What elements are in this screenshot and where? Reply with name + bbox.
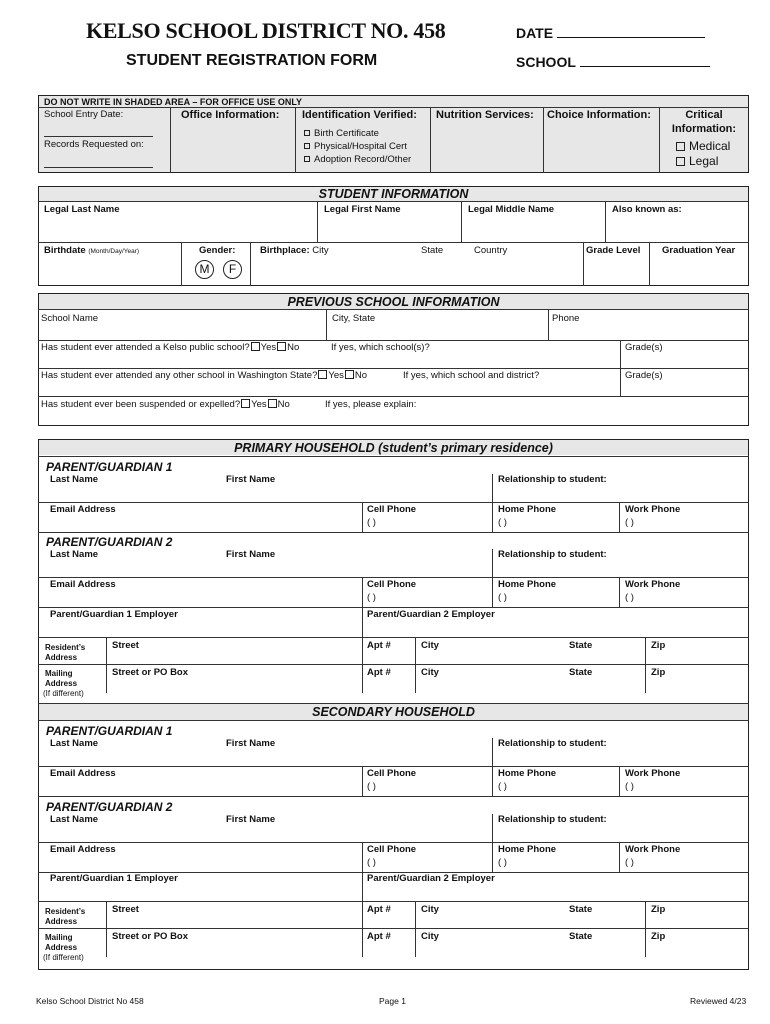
secondary-mailing-zip-field[interactable]: Zip: [651, 931, 666, 942]
primary-pg1-work-phone-parens: ( ): [625, 517, 634, 528]
no-checkbox[interactable]: [277, 342, 286, 351]
secondary-resident-city-field[interactable]: City: [421, 904, 439, 915]
no-checkbox[interactable]: [345, 370, 354, 379]
washington-grades-field[interactable]: Grade(s): [625, 370, 663, 381]
primary-resident-apt-field[interactable]: Apt #: [367, 640, 391, 651]
choice-information-label: Choice Information:: [547, 109, 651, 121]
school-field[interactable]: SCHOOL: [516, 54, 710, 70]
secondary-mailing-label-3: (If different): [43, 953, 84, 962]
school-entry-date-label: School Entry Date:: [44, 109, 124, 120]
secondary-mailing-label: Mailing: [45, 933, 73, 942]
primary-pg1-heading: PARENT/GUARDIAN 1: [46, 460, 173, 474]
office-information-label: Office Information:: [181, 109, 280, 121]
primary-mailing-street-field[interactable]: Street or PO Box: [112, 667, 189, 678]
previous-school-title: PREVIOUS SCHOOL INFORMATION: [287, 295, 500, 309]
office-banner: DO NOT WRITE IN SHADED AREA – FOR OFFICE USE ONLY: [44, 97, 303, 107]
legal-last-name-field[interactable]: Legal Last Name: [44, 204, 120, 215]
secondary-pg2-cell-phone-field[interactable]: Cell Phone: [367, 844, 417, 855]
records-requested-label: Records Requested on:: [44, 139, 144, 150]
secondary-residents-label: Resident’s: [45, 907, 86, 916]
form-title: KELSO SCHOOL DISTRICT NO. 458: [86, 18, 446, 43]
primary-pg2-home-phone-field[interactable]: Home Phone: [498, 579, 557, 590]
secondary-pg2-work-phone-parens: ( ): [625, 857, 634, 868]
primary-pg2-email-field[interactable]: Email Address: [50, 579, 116, 590]
checkbox-icon: [676, 157, 685, 166]
secondary-resident-zip-field[interactable]: Zip: [651, 904, 666, 915]
primary-mailing-label: Mailing: [45, 669, 73, 678]
previous-school-name-field[interactable]: School Name: [41, 313, 99, 324]
question-washington-attended: Has student ever attended any other school in Washington State? Yes No: [41, 370, 368, 381]
primary-mailing-state-field[interactable]: State: [569, 667, 593, 678]
primary-mailing-label-2: Address: [45, 679, 78, 688]
secondary-pg1-work-phone-parens: ( ): [625, 781, 634, 792]
primary-resident-zip-field[interactable]: Zip: [651, 640, 666, 651]
yes-checkbox[interactable]: [318, 370, 327, 379]
primary-pg1-cell-phone-field[interactable]: Cell Phone: [367, 504, 417, 515]
secondary-pg2-home-phone-parens: ( ): [498, 857, 507, 868]
secondary-mailing-apt-field[interactable]: Apt #: [367, 931, 391, 942]
critical-information-label-2: Information:: [671, 123, 737, 135]
previous-city-state-field[interactable]: City, State: [332, 313, 376, 324]
secondary-pg2-last-name-field[interactable]: Last Name: [50, 814, 99, 825]
primary-pg2-heading: PARENT/GUARDIAN 2: [46, 535, 173, 549]
primary-pg2-home-phone-parens: ( ): [498, 592, 507, 603]
primary-pg2-employer-field[interactable]: Parent/Guardian 2 Employer: [367, 609, 495, 620]
also-known-as-field[interactable]: Also known as:: [612, 204, 682, 215]
primary-pg2-relationship-field[interactable]: Relationship to student:: [498, 549, 607, 560]
secondary-pg1-email-field[interactable]: Email Address: [50, 768, 116, 779]
primary-pg1-email-field[interactable]: Email Address: [50, 504, 116, 515]
secondary-pg1-cell-phone-field[interactable]: Cell Phone: [367, 768, 417, 779]
legal-first-name-field[interactable]: Legal First Name: [324, 204, 401, 215]
secondary-pg1-relationship-field[interactable]: Relationship to student:: [498, 738, 607, 749]
secondary-pg1-home-phone-parens: ( ): [498, 781, 507, 792]
secondary-pg2-home-phone-field[interactable]: Home Phone: [498, 844, 557, 855]
primary-residents-label: Resident’s: [45, 643, 86, 652]
primary-pg1-employer-field[interactable]: Parent/Guardian 1 Employer: [50, 609, 178, 620]
legal-middle-name-field[interactable]: Legal Middle Name: [468, 204, 555, 215]
id-birth-certificate[interactable]: Birth Certificate: [304, 128, 379, 139]
gender-label: Gender:: [199, 245, 236, 256]
secondary-resident-apt-field[interactable]: Apt #: [367, 904, 391, 915]
secondary-residents-label-2: Address: [45, 917, 78, 926]
yes-checkbox[interactable]: [251, 342, 260, 351]
secondary-pg1-first-name-field[interactable]: First Name: [226, 738, 276, 749]
grade-level-field[interactable]: Grade Level: [586, 245, 641, 256]
secondary-mailing-label-2: Address: [45, 943, 78, 952]
suspended-explain-field[interactable]: If yes, please explain:: [325, 399, 417, 410]
checkbox-icon: [304, 156, 310, 162]
birthdate-field[interactable]: Birthdate (Month/Day/Year): [44, 245, 140, 256]
primary-pg2-cell-phone-parens: ( ): [367, 592, 376, 603]
primary-residents-label-2: Address: [45, 653, 78, 662]
primary-pg2-work-phone-field[interactable]: Work Phone: [625, 579, 681, 590]
secondary-pg1-home-phone-field[interactable]: Home Phone: [498, 768, 557, 779]
footer-page: Page 1: [379, 996, 406, 1006]
primary-mailing-zip-field[interactable]: Zip: [651, 667, 666, 678]
secondary-pg2-work-phone-field[interactable]: Work Phone: [625, 844, 681, 855]
primary-pg1-home-phone-parens: ( ): [498, 517, 507, 528]
footer-district: Kelso School District No 458: [36, 996, 144, 1006]
secondary-pg2-heading: PARENT/GUARDIAN 2: [46, 800, 173, 814]
secondary-pg2-cell-phone-parens: ( ): [367, 857, 376, 868]
secondary-pg2-relationship-field[interactable]: Relationship to student:: [498, 814, 607, 825]
secondary-pg2-employer-field[interactable]: Parent/Guardian 2 Employer: [367, 873, 495, 884]
critical-medical[interactable]: Medical: [676, 139, 730, 153]
secondary-resident-street-field[interactable]: Street: [112, 904, 139, 915]
form-subtitle: STUDENT REGISTRATION FORM: [126, 52, 378, 69]
question-suspended: Has student ever been suspended or expelled? Yes No: [41, 399, 290, 410]
no-checkbox[interactable]: [268, 399, 277, 408]
secondary-household-title: SECONDARY HOUSEHOLD: [312, 705, 475, 719]
secondary-resident-state-field[interactable]: State: [569, 904, 593, 915]
nutrition-services-label: Nutrition Services:: [436, 109, 534, 121]
kelso-grades-field[interactable]: Grade(s): [625, 342, 663, 353]
primary-pg2-last-name-field[interactable]: Last Name: [50, 549, 99, 560]
primary-resident-street-field[interactable]: Street: [112, 640, 139, 651]
primary-resident-state-field[interactable]: State: [569, 640, 593, 651]
primary-pg1-home-phone-field[interactable]: Home Phone: [498, 504, 557, 515]
secondary-pg1-work-phone-field[interactable]: Work Phone: [625, 768, 681, 779]
question-kelso-attended: Has student ever attended a Kelso public school? Yes No: [41, 342, 300, 353]
footer-reviewed: Reviewed 4/23: [690, 996, 747, 1006]
secondary-pg2-email-field[interactable]: Email Address: [50, 844, 116, 855]
checkbox-icon: [304, 143, 310, 149]
secondary-mailing-city-field[interactable]: City: [421, 931, 439, 942]
secondary-pg2-first-name-field[interactable]: First Name: [226, 814, 276, 825]
yes-checkbox[interactable]: [241, 399, 250, 408]
primary-mailing-city-field[interactable]: City: [421, 667, 439, 678]
critical-legal[interactable]: Legal: [676, 154, 718, 168]
secondary-mailing-street-field[interactable]: Street or PO Box: [112, 931, 189, 942]
gender-m-option[interactable]: M: [195, 260, 214, 279]
checkbox-icon: [304, 130, 310, 136]
secondary-pg1-heading: PARENT/GUARDIAN 1: [46, 724, 173, 738]
primary-pg1-work-phone-field[interactable]: Work Phone: [625, 504, 681, 515]
id-physical-hospital[interactable]: Physical/Hospital Cert: [304, 141, 407, 152]
critical-information-label-1: Critical: [685, 109, 723, 121]
graduation-year-field[interactable]: Graduation Year: [662, 245, 736, 256]
primary-pg1-first-name-field[interactable]: First Name: [226, 474, 276, 485]
primary-pg2-cell-phone-field[interactable]: Cell Phone: [367, 579, 417, 590]
checkbox-icon: [676, 142, 685, 151]
id-adoption-record[interactable]: Adoption Record/Other: [304, 154, 411, 165]
gender-f-option[interactable]: F: [223, 260, 242, 279]
washington-school-followup[interactable]: If yes, which school and district?: [403, 370, 540, 381]
primary-pg2-first-name-field[interactable]: First Name: [226, 549, 276, 560]
date-field[interactable]: DATE: [516, 25, 705, 41]
birthplace-field[interactable]: Birthplace: City: [260, 245, 329, 256]
secondary-pg1-cell-phone-parens: ( ): [367, 781, 376, 792]
identification-verified-label: Identification Verified:: [302, 109, 417, 121]
primary-mailing-label-3: (If different): [43, 689, 84, 698]
primary-mailing-apt-field[interactable]: Apt #: [367, 667, 391, 678]
secondary-pg1-employer-field[interactable]: Parent/Guardian 1 Employer: [50, 873, 178, 884]
secondary-pg1-last-name-field[interactable]: Last Name: [50, 738, 99, 749]
birth-state-field[interactable]: State: [421, 245, 444, 256]
primary-pg1-cell-phone-parens: ( ): [367, 517, 376, 528]
primary-pg1-last-name-field[interactable]: Last Name: [50, 474, 99, 485]
primary-resident-city-field[interactable]: City: [421, 640, 439, 651]
primary-pg1-relationship-field[interactable]: Relationship to student:: [498, 474, 607, 485]
kelso-school-followup[interactable]: If yes, which school(s)?: [331, 342, 430, 353]
student-information-title: STUDENT INFORMATION: [318, 187, 469, 201]
primary-household-title: PRIMARY HOUSEHOLD (student’s primary residence): [234, 441, 553, 455]
birth-country-field[interactable]: Country: [474, 245, 508, 256]
previous-phone-field[interactable]: Phone: [552, 313, 580, 324]
secondary-mailing-state-field[interactable]: State: [569, 931, 593, 942]
primary-pg2-work-phone-parens: ( ): [625, 592, 634, 603]
